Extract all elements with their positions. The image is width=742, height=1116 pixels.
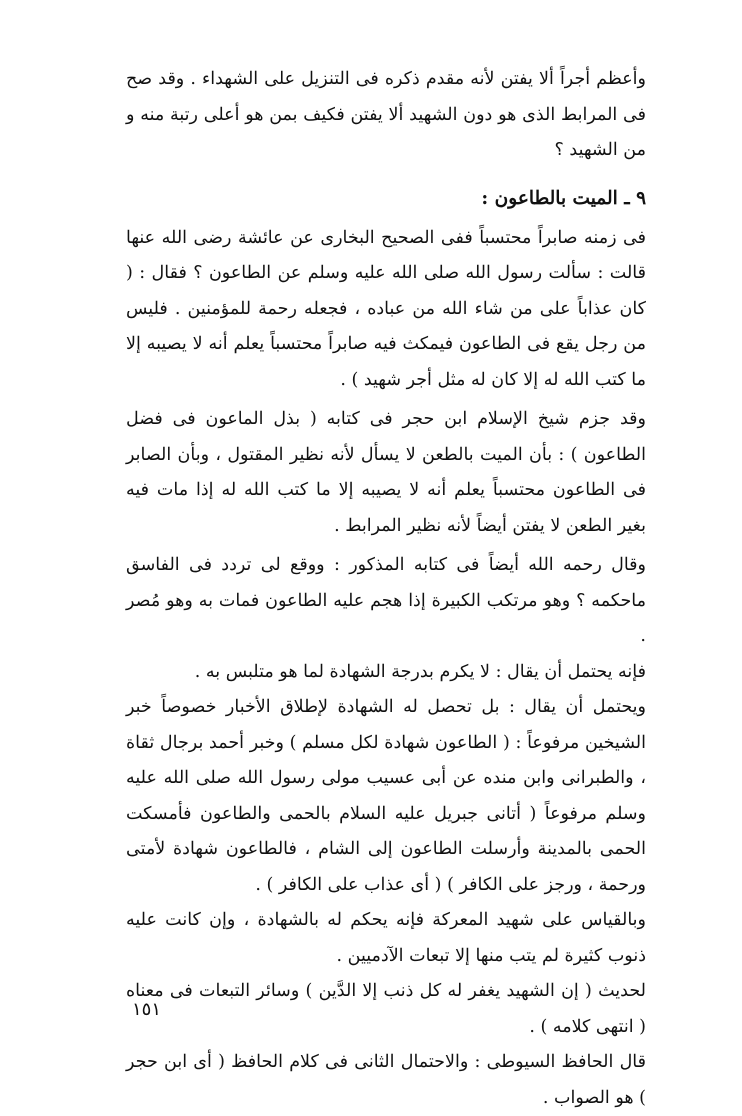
paragraph-5: فإنه يحتمل أن يقال : لا يكرم بدرجة الشهادة لما هو متلبس به . — [194, 661, 646, 682]
paragraph-9: قال الحافظ السيوطى : والاحتمال الثانى فى كلام الحافظ ( أى ابن حجر ) هو الصواب . — [126, 1052, 646, 1108]
paragraph-4: وقال رحمه الله أيضاً فى كتابه المذكور : ووقع لى تردد فى الفاسق ماحكمه ؟ وهو مرتكب الكبيرة إذا هجم عليه الطاعون فمات به وهو مُصر . — [126, 555, 646, 646]
paragraph-8: لحديث ( إن الشهيد يغفر له كل ذنب إلا الدَّين ) وسائر التبعات فى معناه ( انتهى كلامه ) . — [126, 981, 646, 1037]
document-page — [126, 62, 646, 1108]
section-heading: ٩ ـ الميت بالطاعون : — [481, 187, 646, 209]
paragraph-6: ويحتمل أن يقال : بل تحصل له الشهادة لإطلاق الأخبار خصوصاً خبر الشيخين مرفوعاً : ( الطاعون شهادة لكل مسلم ) وخبر أحمد برجال ثقاة ، والطبرانى وابن منده عن أبى عسيب مولى رسول الله صلى الله عليه وسلم مرفوعاً ( أتانى جبريل عليه السلام بالحمى والطاعون فأمسكت الحمى بالمدينة وأرسلت الطاعون إلى الشام ، فالطاعون شهادة لأمتى ورحمة ، ورجز على الكافر ) ( أى عذاب على الكافر ) . — [126, 697, 646, 895]
page-number: ١٥١ — [132, 999, 162, 1020]
paragraph-1: وأعظم أجراً ألا يفتن لأنه مقدم ذكره فى التنزيل على الشهداء . وقد صح فى المرابط الذى هو دون الشهيد ألا يفتن فكيف بمن هو أعلى رتبة منه و من الشهيد ؟ — [126, 69, 646, 160]
paragraph-3: وقد جزم شيخ الإسلام ابن حجر فى كتابه ( بذل الماعون فى فضل الطاعون ) : بأن الميت بالطعن لا يسأل لأنه نظير المقتول ، وبأن الصابر فى الطاعون محتسباً يعلم أنه لا يصيبه إلا ما كتب الله له إذا مات فيه بغير الطعن لا يفتن أيضاً لأنه نظير المرابط . — [126, 409, 646, 536]
paragraph-7: وبالقياس على شهيد المعركة فإنه يحكم له بالشهادة ، وإن كانت عليه ذنوب كثيرة لم يتب منها إلا تبعات الآدميين . — [126, 910, 646, 966]
paragraph-2: فى زمنه صابراً محتسباً ففى الصحيح البخارى عن عائشة رضى الله عنها قالت : سألت رسول الله صلى الله عليه وسلم عن الطاعون ؟ فقال : ( كان عذاباً على من شاء الله من عباده ، فجعله رحمة للمؤمنين . فليس من رجل يقع فى الطاعون فيمكث فيه صابراً محتسباً يعلم أنه لا يصيبه إلا ما كتب الله له إلا كان له مثل أجر شهيد ) . — [126, 227, 646, 390]
